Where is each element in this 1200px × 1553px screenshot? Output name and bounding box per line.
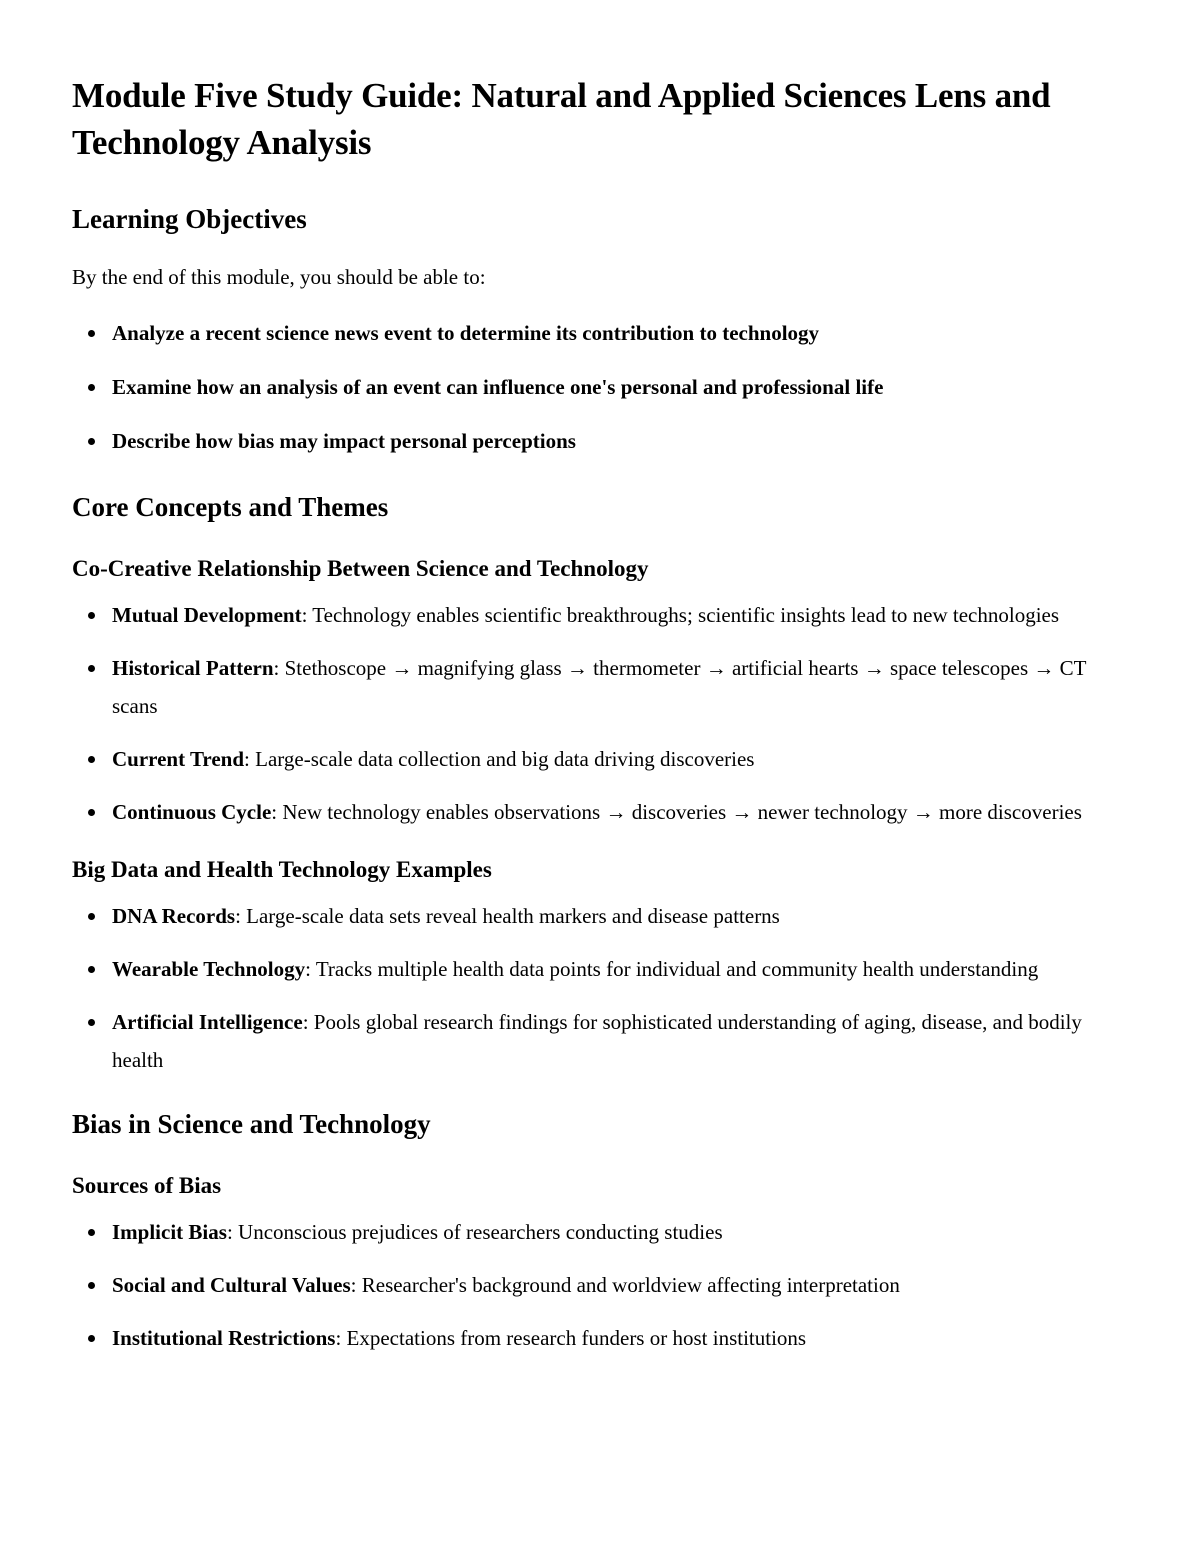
item-description: : Large-scale data sets reveal health markers and disease patterns bbox=[235, 904, 780, 928]
list-item bbox=[72, 1213, 1100, 1251]
item-description: : Expectations from research funders or host institutions bbox=[335, 1326, 807, 1350]
bullet-icon bbox=[88, 1335, 95, 1342]
objective-text: Describe how bias may impact personal perceptions bbox=[112, 429, 576, 453]
bullet-icon bbox=[88, 809, 95, 816]
list-item bbox=[72, 1319, 1100, 1357]
item-description: : New technology enables observations → discoveries → newer technology → more discoveries bbox=[271, 800, 1082, 824]
list-item bbox=[72, 422, 1100, 460]
subheading-co-creative: Co-Creative Relationship Between Science and Technology bbox=[72, 556, 649, 581]
item-term: DNA Records bbox=[112, 904, 236, 928]
item-description: : Researcher's background and worldview affecting interpretation bbox=[350, 1273, 900, 1297]
list-item bbox=[72, 897, 1100, 935]
bullet-icon bbox=[88, 665, 95, 672]
list-item bbox=[72, 368, 1100, 406]
bullet-icon bbox=[88, 1282, 95, 1289]
item-term: Institutional Restrictions bbox=[112, 1326, 336, 1350]
item-description: : Stethoscope → magnifying glass → thermometer → artificial hearts → space telescopes → CT scans bbox=[112, 656, 1087, 718]
section-heading-learning-objectives: Learning Objectives bbox=[72, 204, 307, 234]
bullet-icon bbox=[88, 438, 95, 445]
item-term: Historical Pattern bbox=[112, 656, 274, 680]
bullet-icon bbox=[88, 1229, 95, 1236]
objective-text: Examine how an analysis of an event can influence one's personal and professional life bbox=[112, 375, 884, 399]
objectives-intro: By the end of this module, you should be able to: bbox=[72, 265, 486, 289]
co-creative-list bbox=[72, 596, 1100, 831]
item-term: Wearable Technology bbox=[112, 957, 306, 981]
item-term: Social and Cultural Values bbox=[112, 1273, 351, 1297]
page-title: Module Five Study Guide: Natural and Applied Sciences Lens and Technology Analysis bbox=[72, 76, 1051, 162]
bullet-icon bbox=[88, 1019, 95, 1026]
section-heading-bias: Bias in Science and Technology bbox=[72, 1109, 431, 1139]
list-item bbox=[72, 1003, 1100, 1079]
bullet-icon bbox=[88, 330, 95, 337]
item-term: Current Trend bbox=[112, 747, 245, 771]
subheading-big-data: Big Data and Health Technology Examples bbox=[72, 857, 492, 882]
item-description: : Technology enables scientific breakthroughs; scientific insights lead to new technologies bbox=[301, 603, 1060, 627]
item-term: Implicit Bias bbox=[112, 1220, 227, 1244]
subheading-sources-of-bias: Sources of Bias bbox=[72, 1173, 222, 1198]
list-item bbox=[72, 596, 1100, 634]
big-data-list bbox=[72, 897, 1100, 1079]
list-item bbox=[72, 1266, 1100, 1304]
sources-of-bias-list bbox=[72, 1213, 1100, 1357]
list-item bbox=[72, 950, 1100, 988]
item-description: : Pools global research findings for sophisticated understanding of aging, disease, and bodily health bbox=[112, 1010, 1082, 1072]
bullet-icon bbox=[88, 612, 95, 619]
item-term: Continuous Cycle bbox=[112, 800, 272, 824]
bullet-icon bbox=[88, 913, 95, 920]
bullet-icon bbox=[88, 384, 95, 391]
list-item bbox=[72, 314, 1100, 352]
item-term: Mutual Development bbox=[112, 603, 302, 627]
item-description: : Tracks multiple health data points for individual and community health understanding bbox=[305, 957, 1039, 981]
list-item bbox=[72, 793, 1100, 831]
bullet-icon bbox=[88, 756, 95, 763]
bullet-icon bbox=[88, 966, 95, 973]
item-term: Artificial Intelligence bbox=[112, 1010, 303, 1034]
section-heading-core-concepts: Core Concepts and Themes bbox=[72, 492, 389, 522]
list-item bbox=[72, 740, 1100, 778]
list-item bbox=[72, 649, 1100, 725]
item-description: : Unconscious prejudices of researchers conducting studies bbox=[226, 1220, 723, 1244]
objective-text: Analyze a recent science news event to determine its contribution to technology bbox=[112, 321, 820, 345]
objectives-list bbox=[72, 314, 1100, 460]
item-description: : Large-scale data collection and big data driving discoveries bbox=[244, 747, 755, 771]
